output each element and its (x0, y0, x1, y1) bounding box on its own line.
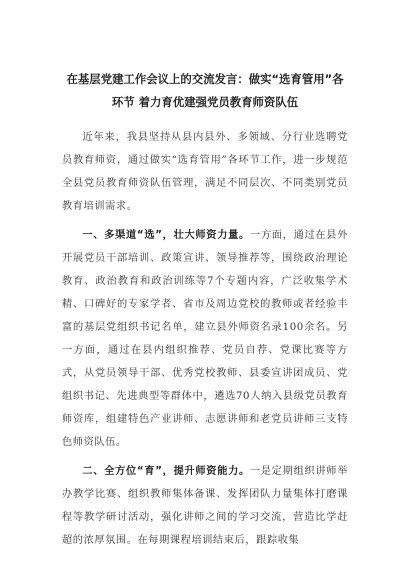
intro-paragraph: 近年来，我县坚持从县内县外、多领域、分行业选聘党员教育师资，通过做实“选育管用”各环节工作，进一步规范全县党员教育师资队伍管理，满足不同层次、不同类别党员教育培训需求。 (62, 132, 348, 212)
title-line-2: 环节 着力育优建强党员教育师资队伍 (111, 95, 299, 109)
document-title (62, 68, 348, 114)
section-1-body: 一方面，通过在县外开展党员干部培训、政策宣讲、领导推荐等，围绕政治理论教育、政治教育和政治训练等7个专题内容，广泛收集学术精、口碑好的专家学者、省市及周边党校的教师或者经验丰富的基层党组织书记名单，建立县外师资名录100余名。另一方面，通过在县内组织推荐、党员自荐、党课比赛等方式，从党员领导干部、优秀党校教师、县委宣讲团成员、党组织书记、先进典型等群体中，遴选70人纳入县级党员教育师资库，组建特色产业讲师、志愿讲师和老党员讲师三支特色师资队伍。 (62, 230, 348, 448)
section-2-body: 一是定期组织讲师举办教学比赛、组织教师集体备课、发挥团队力量集体打磨课程等教学研讨活动，强化讲师之间的学习交流，营造比学赶超的浓厚氛围。在每期课程培训结束后，跟踪收集 (62, 466, 348, 546)
section-2-paragraph (62, 460, 348, 552)
title-line-1: 在基层党建工作会议上的交流发言：做实“选育管用”各 (66, 72, 344, 86)
section-1-paragraph (62, 224, 348, 454)
section-2-heading: 二、全方位“育”，提升师资能力。 (82, 466, 250, 477)
section-1-heading: 一、多渠道“选”，壮大师资力量。 (82, 230, 250, 241)
